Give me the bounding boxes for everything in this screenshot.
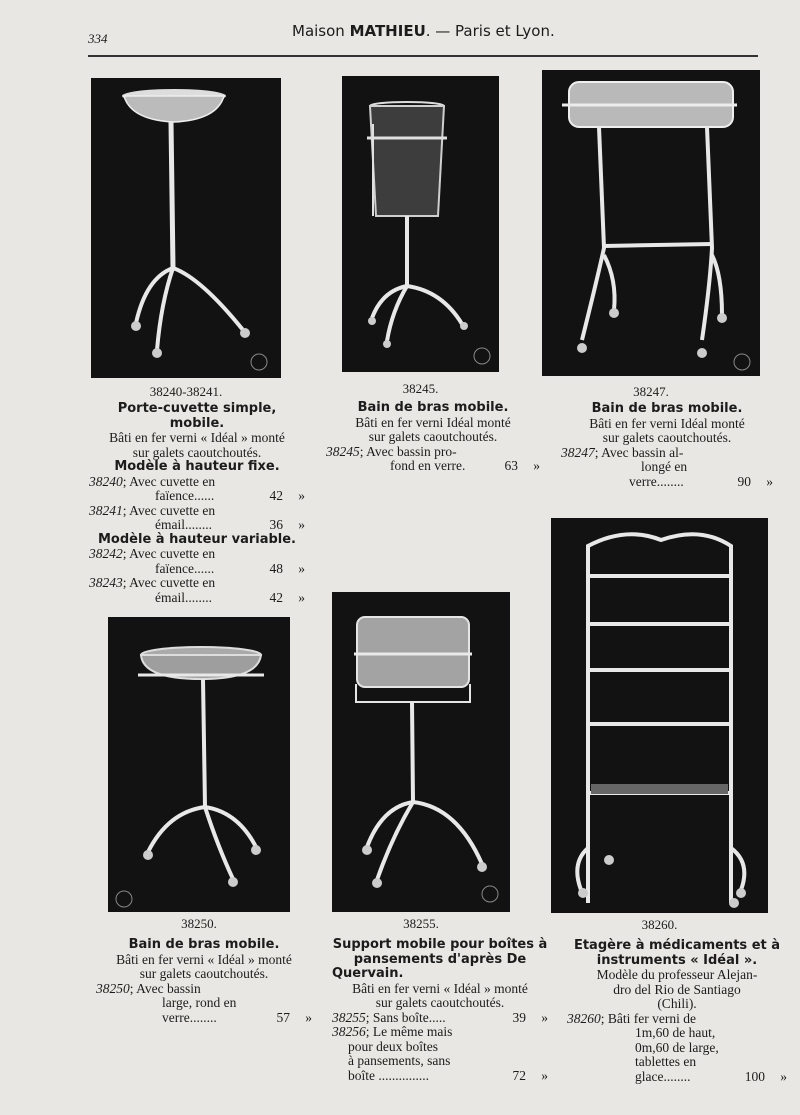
price-line	[96, 982, 312, 997]
item-code: 38241	[89, 502, 123, 518]
price-unit: »	[298, 589, 305, 605]
item-code: 38256	[332, 1024, 366, 1039]
price-value: 42	[269, 589, 283, 605]
line-text: émail........	[155, 517, 212, 532]
item-desc-line: Bâti en fer verni « Idéal » monté	[116, 951, 292, 967]
line-text: 1m,60 de haut,	[635, 1025, 716, 1040]
price-line	[567, 1012, 787, 1027]
item-desc-line: (Chili).	[657, 996, 697, 1011]
price-value: 72	[512, 1067, 526, 1083]
line-text: ; Avec bassin pro-	[359, 443, 457, 459]
price-value: 57	[276, 1009, 290, 1025]
price-line	[89, 518, 305, 533]
item-title: instruments « Idéal ».	[596, 952, 758, 968]
price-line	[567, 1041, 787, 1056]
price-line	[561, 475, 773, 490]
item-code: 38250	[96, 980, 130, 996]
page-header	[292, 22, 555, 40]
item-desc-line: Bâti en fer verni Idéal monté	[589, 415, 745, 431]
price-value: 100	[744, 1068, 765, 1084]
price-line	[561, 446, 773, 461]
price-line	[332, 1069, 548, 1084]
photo-etagere-38260	[551, 518, 768, 913]
price-value: 42	[269, 488, 283, 503]
item-block-38255	[332, 938, 548, 1083]
price-value: 90	[737, 473, 751, 489]
line-text: faïence......	[155, 560, 215, 576]
price-value: 39	[512, 1009, 526, 1025]
header-brand: MATHIEU	[349, 22, 426, 40]
line-text: verre........	[629, 473, 684, 489]
price-unit: »	[766, 473, 773, 489]
price-line	[89, 547, 305, 562]
item-desc-line: sur galets caoutchoutés.	[368, 429, 498, 444]
line-text: ; Avec cuvette en	[122, 575, 216, 590]
price-unit: »	[780, 1068, 787, 1084]
item-block-38240	[89, 402, 305, 605]
photo-porte-cuvette	[91, 78, 281, 378]
line-text: ; Avec cuvette en	[122, 546, 216, 561]
photo-support-38255	[332, 592, 510, 912]
photo-bain-de-bras-38250	[108, 617, 290, 912]
header-rule	[88, 55, 758, 57]
price-line	[89, 562, 305, 577]
line-text: pour deux boîtes	[348, 1038, 438, 1054]
price-value: 63	[504, 458, 518, 473]
item-desc-line: sur galets caoutchoutés.	[132, 444, 262, 460]
line-text: large, rond en	[162, 995, 237, 1010]
item-desc-line: Bâti en fer verni « Idéal » monté	[109, 430, 285, 445]
item-block-38245	[326, 401, 540, 474]
line-text: fond en verre.	[390, 458, 466, 473]
item-title: pansements d'après De	[353, 951, 527, 967]
item-title: Bain de bras mobile.	[128, 937, 280, 952]
line-text: ; Avec bassin al-	[594, 444, 684, 460]
item-title: Bain de bras mobile.	[591, 401, 743, 416]
item-code: 38243	[89, 575, 123, 590]
price-line	[567, 1070, 787, 1085]
item-subtitle: Modèle à hauteur variable.	[98, 531, 296, 547]
price-line	[332, 1040, 548, 1055]
item-block-38247	[561, 402, 773, 489]
item-block-38250	[96, 938, 312, 1025]
item-code: 38260	[567, 1010, 601, 1026]
line-text: verre........	[162, 1009, 217, 1025]
header-location: . — Paris et Lyon.	[425, 22, 555, 40]
line-text: ; Bâti fer verni de	[600, 1010, 696, 1026]
price-unit: »	[541, 1009, 548, 1025]
ref-38260: 38260.	[641, 917, 678, 932]
item-desc-line: sur galets caoutchoutés.	[139, 966, 269, 981]
item-title: Bain de bras mobile.	[357, 400, 509, 415]
item-subtitle: Modèle à hauteur fixe.	[114, 459, 280, 474]
price-unit: »	[541, 1067, 548, 1083]
price-line	[96, 1011, 312, 1026]
item-title: Quervain.	[332, 966, 404, 981]
item-code: 38242	[89, 546, 123, 561]
ref-38240: 38240-38241.	[149, 384, 223, 399]
item-desc-line: sur galets caoutchoutés.	[602, 430, 732, 445]
price-line	[96, 996, 312, 1011]
line-text: ; Le même mais	[365, 1024, 453, 1039]
price-unit: »	[298, 488, 305, 503]
item-desc-line: Bâti en fer verni « Idéal » monté	[352, 980, 528, 996]
ref-38250: 38250.	[181, 916, 217, 931]
price-line	[89, 576, 305, 591]
price-unit: »	[298, 560, 305, 576]
line-text: faïence......	[155, 488, 215, 503]
ref-38247: 38247.	[633, 384, 669, 399]
line-text: longé en	[641, 459, 688, 474]
item-block-38260	[567, 939, 787, 1084]
price-unit: »	[298, 517, 305, 532]
item-title: Support mobile pour boîtes à	[332, 937, 548, 952]
line-text: 0m,60 de large,	[635, 1039, 719, 1055]
price-line	[89, 475, 305, 490]
price-unit: »	[305, 1009, 312, 1025]
item-code: 38240	[89, 473, 123, 489]
item-desc-line: dro del Rio de Santiago	[613, 981, 741, 997]
line-text: boîte ...............	[348, 1067, 429, 1083]
price-line	[332, 1011, 548, 1026]
photo-bain-de-bras-38245	[342, 76, 499, 372]
line-text: ; Avec cuvette en	[122, 502, 216, 518]
item-title: Etagère à médicaments et à	[573, 938, 781, 953]
photo-bain-de-bras-38247	[542, 70, 760, 376]
item-desc-line: Modèle du professeur Alejan-	[596, 967, 758, 982]
price-line	[326, 445, 540, 460]
price-line	[89, 591, 305, 606]
price-line	[567, 1055, 787, 1070]
price-line	[332, 1025, 548, 1040]
item-code: 38245	[326, 443, 360, 459]
price-value: 36	[269, 517, 283, 532]
line-text: ; Sans boîte.....	[365, 1009, 446, 1025]
price-line	[332, 1054, 548, 1069]
ref-38255: 38255.	[403, 916, 439, 931]
line-text: émail........	[155, 589, 212, 605]
item-desc-line: Bâti en fer verni Idéal monté	[355, 414, 511, 430]
header-maison: Maison	[292, 22, 350, 40]
item-code: 38247	[561, 444, 595, 460]
price-unit: »	[533, 458, 540, 473]
item-desc-line: sur galets caoutchoutés.	[375, 995, 505, 1010]
line-text: ; Avec cuvette en	[122, 473, 216, 489]
page-number: 334	[88, 31, 108, 46]
item-code: 38255	[332, 1009, 366, 1025]
price-line	[567, 1026, 787, 1041]
price-line	[89, 504, 305, 519]
price-line	[561, 460, 773, 475]
item-title: Porte-cuvette simple, mobile.	[117, 401, 277, 431]
line-text: ; Avec bassin	[129, 980, 201, 996]
ref-38245: 38245.	[402, 381, 439, 396]
price-line	[89, 489, 305, 504]
line-text: à pansements, sans	[348, 1053, 451, 1068]
price-value: 48	[269, 560, 283, 576]
price-line	[326, 459, 540, 474]
line-text: glace........	[635, 1068, 691, 1084]
line-text: tablettes en	[635, 1054, 697, 1069]
